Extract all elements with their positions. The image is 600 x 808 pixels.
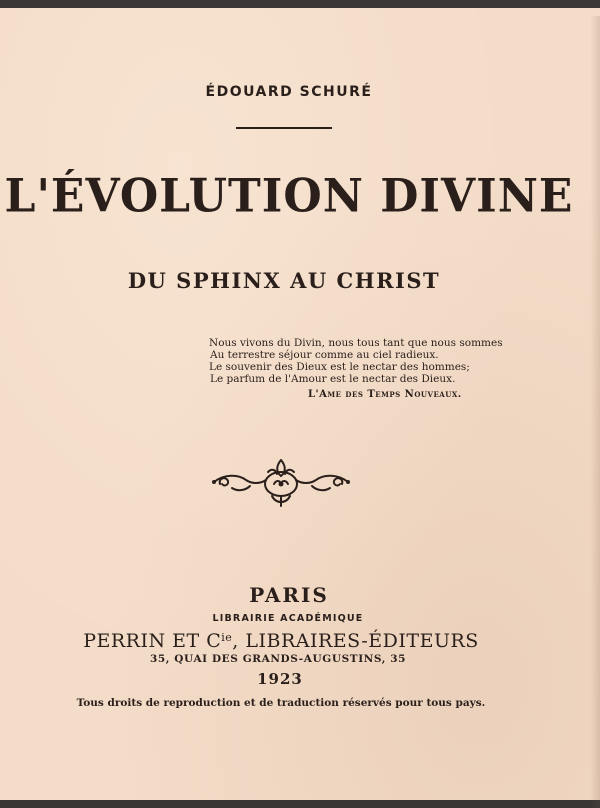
epigraph bbox=[209, 337, 549, 401]
library-name: LIBRAIRIE ACADÉMIQUE bbox=[212, 613, 364, 624]
book-title: L'ÉVOLUTION DIVINE bbox=[4, 169, 574, 224]
author-divider-rule bbox=[236, 127, 332, 129]
publisher-superscript: ie bbox=[221, 631, 233, 644]
scan-top-border bbox=[0, 0, 600, 8]
book-subtitle: DU SPHINX AU CHRIST bbox=[127, 268, 441, 293]
author-name: ÉDOUARD SCHURÉ bbox=[205, 84, 373, 100]
publisher-rest: , LIBRAIRES-ÉDITEURS bbox=[232, 630, 479, 652]
epigraph-attribution: L'Ame des Temps Nouveaux. bbox=[308, 389, 462, 400]
publication-year: 1923 bbox=[257, 670, 303, 688]
epigraph-line: Au terrestre séjour comme au ciel radieux. bbox=[210, 349, 439, 361]
publisher-name bbox=[0, 630, 562, 652]
epigraph-line: Le parfum de l'Amour est le nectar des Dieux. bbox=[210, 373, 456, 385]
publisher-address: 35, QUAI DES GRANDS-AUGUSTINS, 35 bbox=[149, 653, 407, 665]
publication-city: PARIS bbox=[249, 583, 329, 607]
fleuron-ornament-icon bbox=[210, 454, 352, 510]
page-edge-shadow bbox=[590, 16, 600, 808]
epigraph-line: Nous vivons du Divin, nous tous tant que nous sommes bbox=[209, 337, 503, 349]
publisher-main: PERRIN ET C bbox=[83, 630, 222, 652]
epigraph-line: Le souvenir des Dieux est le nectar des hommes; bbox=[209, 361, 470, 373]
title-page bbox=[0, 8, 600, 800]
rights-notice: Tous droits de reproduction et de traduction réservés pour tous pays. bbox=[76, 697, 486, 709]
